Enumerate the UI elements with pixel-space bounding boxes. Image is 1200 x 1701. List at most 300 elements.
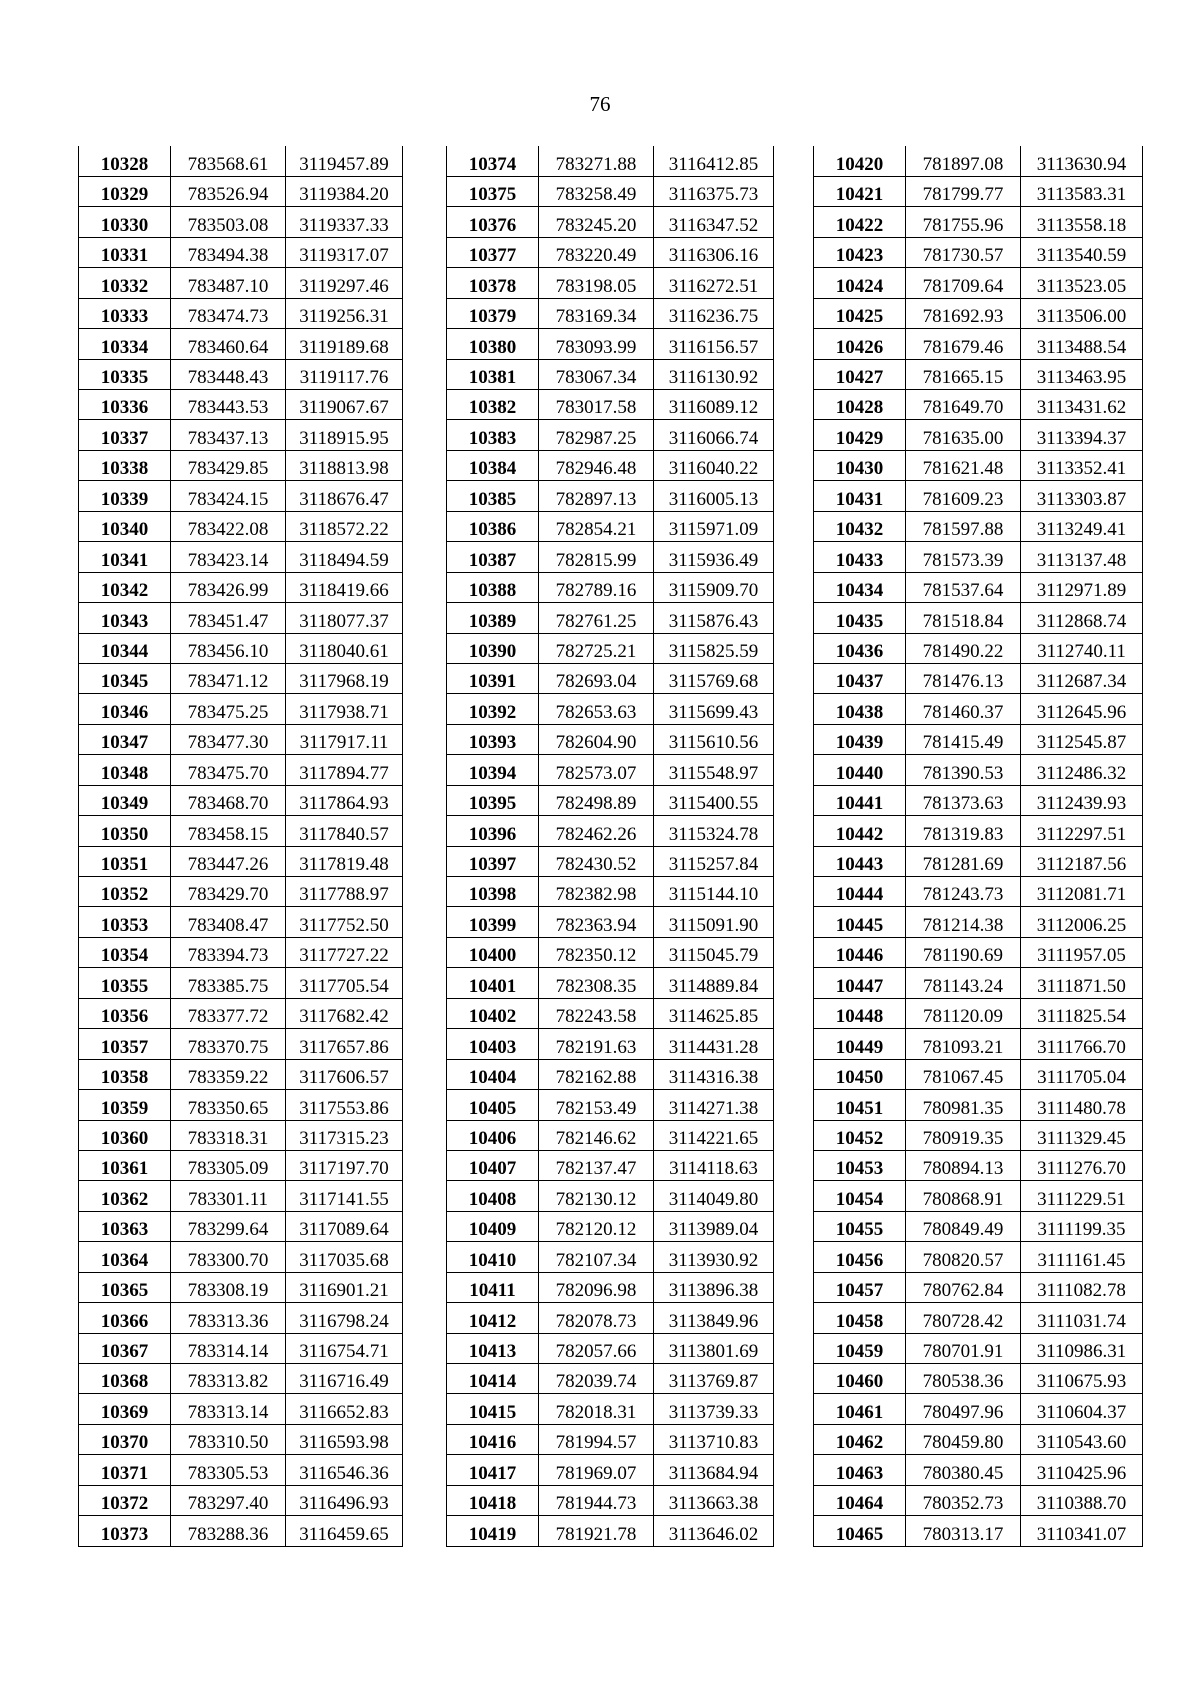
table-row (814, 481, 1143, 511)
table-row (447, 1272, 774, 1302)
x-coordinate-cell: 782078.73 (539, 1303, 654, 1333)
x-coordinate-cell: 782039.74 (539, 1364, 654, 1394)
x-coordinate-cell: 783423.14 (171, 542, 286, 572)
y-coordinate-cell: 3113249.41 (1021, 511, 1143, 541)
point-id-cell: 10364 (79, 1242, 171, 1272)
y-coordinate-cell: 3114889.84 (654, 968, 774, 998)
point-id-cell: 10414 (447, 1364, 539, 1394)
table-row (814, 329, 1143, 359)
point-id-cell: 10459 (814, 1333, 906, 1363)
table-row (447, 1516, 774, 1546)
y-coordinate-cell: 3117657.86 (286, 1029, 403, 1059)
table-row (79, 511, 403, 541)
point-id-cell: 10393 (447, 724, 539, 754)
x-coordinate-cell: 782693.04 (539, 663, 654, 693)
y-coordinate-cell: 3115971.09 (654, 511, 774, 541)
table-row (79, 663, 403, 693)
table-row (814, 1516, 1143, 1546)
point-id-cell: 10371 (79, 1455, 171, 1485)
x-coordinate-cell: 782815.99 (539, 542, 654, 572)
table-row (814, 1364, 1143, 1394)
table-row (814, 1485, 1143, 1515)
x-coordinate-cell: 780919.35 (906, 1120, 1021, 1150)
table-row (814, 1120, 1143, 1150)
y-coordinate-cell: 3111229.51 (1021, 1181, 1143, 1211)
table-row (79, 207, 403, 237)
x-coordinate-cell: 783017.58 (539, 390, 654, 420)
table-row (447, 816, 774, 846)
x-coordinate-cell: 781214.38 (906, 907, 1021, 937)
x-coordinate-cell: 783568.61 (171, 146, 286, 176)
x-coordinate-cell: 782789.16 (539, 572, 654, 602)
point-id-cell: 10389 (447, 603, 539, 633)
table-row (79, 755, 403, 785)
table-row (814, 724, 1143, 754)
point-id-cell: 10332 (79, 268, 171, 298)
x-coordinate-cell: 783271.88 (539, 146, 654, 176)
x-coordinate-cell: 783443.53 (171, 390, 286, 420)
point-id-cell: 10411 (447, 1272, 539, 1302)
y-coordinate-cell: 3119457.89 (286, 146, 403, 176)
point-id-cell: 10455 (814, 1211, 906, 1241)
point-id-cell: 10377 (447, 237, 539, 267)
y-coordinate-cell: 3112868.74 (1021, 603, 1143, 633)
y-coordinate-cell: 3116459.65 (286, 1516, 403, 1546)
point-id-cell: 10329 (79, 176, 171, 206)
table-row (447, 1455, 774, 1485)
point-id-cell: 10438 (814, 694, 906, 724)
point-id-cell: 10383 (447, 420, 539, 450)
point-id-cell: 10403 (447, 1029, 539, 1059)
x-coordinate-cell: 781143.24 (906, 968, 1021, 998)
table-row (79, 1150, 403, 1180)
y-coordinate-cell: 3113394.37 (1021, 420, 1143, 450)
point-id-cell: 10384 (447, 450, 539, 480)
y-coordinate-cell: 3116716.49 (286, 1364, 403, 1394)
point-id-cell: 10363 (79, 1211, 171, 1241)
y-coordinate-cell: 3118915.95 (286, 420, 403, 450)
point-id-cell: 10419 (447, 1516, 539, 1546)
table-row (814, 1029, 1143, 1059)
y-coordinate-cell: 3112971.89 (1021, 572, 1143, 602)
point-id-cell: 10441 (814, 785, 906, 815)
point-id-cell: 10424 (814, 268, 906, 298)
point-id-cell: 10373 (79, 1516, 171, 1546)
y-coordinate-cell: 3111480.78 (1021, 1090, 1143, 1120)
y-coordinate-cell: 3113523.05 (1021, 268, 1143, 298)
point-id-cell: 10351 (79, 846, 171, 876)
x-coordinate-cell: 783318.31 (171, 1120, 286, 1150)
x-coordinate-cell: 781921.78 (539, 1516, 654, 1546)
table-row (814, 146, 1143, 176)
x-coordinate-cell: 782854.21 (539, 511, 654, 541)
point-id-cell: 10399 (447, 907, 539, 937)
y-coordinate-cell: 3117197.70 (286, 1150, 403, 1180)
table-row (447, 1424, 774, 1454)
x-coordinate-cell: 783198.05 (539, 268, 654, 298)
y-coordinate-cell: 3113739.33 (654, 1394, 774, 1424)
table-row (814, 603, 1143, 633)
point-id-cell: 10338 (79, 450, 171, 480)
y-coordinate-cell: 3113896.38 (654, 1272, 774, 1302)
y-coordinate-cell: 3113769.87 (654, 1364, 774, 1394)
y-coordinate-cell: 3119067.67 (286, 390, 403, 420)
y-coordinate-cell: 3118040.61 (286, 633, 403, 663)
table-row (447, 359, 774, 389)
table-row (814, 998, 1143, 1028)
point-id-cell: 10365 (79, 1272, 171, 1302)
point-id-cell: 10404 (447, 1059, 539, 1089)
y-coordinate-cell: 3114049.80 (654, 1181, 774, 1211)
point-id-cell: 10432 (814, 511, 906, 541)
point-id-cell: 10330 (79, 207, 171, 237)
point-id-cell: 10436 (814, 633, 906, 663)
x-coordinate-cell: 783394.73 (171, 937, 286, 967)
x-coordinate-cell: 783526.94 (171, 176, 286, 206)
x-coordinate-cell: 783424.15 (171, 481, 286, 511)
x-coordinate-cell: 780728.42 (906, 1303, 1021, 1333)
point-id-cell: 10374 (447, 146, 539, 176)
table-row (814, 572, 1143, 602)
x-coordinate-cell: 781755.96 (906, 207, 1021, 237)
table-row (447, 1242, 774, 1272)
x-coordinate-cell: 783258.49 (539, 176, 654, 206)
y-coordinate-cell: 3116236.75 (654, 298, 774, 328)
table-row (814, 1424, 1143, 1454)
x-coordinate-cell: 782153.49 (539, 1090, 654, 1120)
point-id-cell: 10421 (814, 176, 906, 206)
point-id-cell: 10350 (79, 816, 171, 846)
y-coordinate-cell: 3114271.38 (654, 1090, 774, 1120)
x-coordinate-cell: 783308.19 (171, 1272, 286, 1302)
x-coordinate-cell: 781190.69 (906, 937, 1021, 967)
y-coordinate-cell: 3113930.92 (654, 1242, 774, 1272)
table-row (79, 1242, 403, 1272)
table-row (79, 633, 403, 663)
point-id-cell: 10400 (447, 937, 539, 967)
x-coordinate-cell: 781093.21 (906, 1029, 1021, 1059)
y-coordinate-cell: 3116754.71 (286, 1333, 403, 1363)
table-row (814, 968, 1143, 998)
point-id-cell: 10454 (814, 1181, 906, 1211)
table-row (814, 298, 1143, 328)
table-row (814, 1303, 1143, 1333)
table-row (79, 329, 403, 359)
x-coordinate-cell: 783220.49 (539, 237, 654, 267)
x-coordinate-cell: 783297.40 (171, 1485, 286, 1515)
x-coordinate-cell: 781415.49 (906, 724, 1021, 754)
x-coordinate-cell: 783313.36 (171, 1303, 286, 1333)
y-coordinate-cell: 3113431.62 (1021, 390, 1143, 420)
x-coordinate-cell: 783468.70 (171, 785, 286, 815)
y-coordinate-cell: 3113989.04 (654, 1211, 774, 1241)
table-row (79, 420, 403, 450)
point-id-cell: 10387 (447, 542, 539, 572)
y-coordinate-cell: 3117788.97 (286, 877, 403, 907)
y-coordinate-cell: 3111825.54 (1021, 998, 1143, 1028)
x-coordinate-cell: 782462.26 (539, 816, 654, 846)
point-id-cell: 10464 (814, 1485, 906, 1515)
x-coordinate-cell: 781490.22 (906, 633, 1021, 663)
table-row (79, 237, 403, 267)
point-id-cell: 10451 (814, 1090, 906, 1120)
table-row (447, 1364, 774, 1394)
point-id-cell: 10336 (79, 390, 171, 420)
y-coordinate-cell: 3115825.59 (654, 633, 774, 663)
point-id-cell: 10333 (79, 298, 171, 328)
table-row (79, 1211, 403, 1241)
table-row (447, 329, 774, 359)
y-coordinate-cell: 3110425.96 (1021, 1455, 1143, 1485)
point-id-cell: 10372 (79, 1485, 171, 1515)
point-id-cell: 10413 (447, 1333, 539, 1363)
x-coordinate-cell: 783305.53 (171, 1455, 286, 1485)
x-coordinate-cell: 783477.30 (171, 724, 286, 754)
point-id-cell: 10334 (79, 329, 171, 359)
point-id-cell: 10439 (814, 724, 906, 754)
point-id-cell: 10409 (447, 1211, 539, 1241)
y-coordinate-cell: 3115699.43 (654, 694, 774, 724)
point-id-cell: 10354 (79, 937, 171, 967)
x-coordinate-cell: 781621.48 (906, 450, 1021, 480)
y-coordinate-cell: 3116546.36 (286, 1455, 403, 1485)
y-coordinate-cell: 3117141.55 (286, 1181, 403, 1211)
point-id-cell: 10422 (814, 207, 906, 237)
y-coordinate-cell: 3118494.59 (286, 542, 403, 572)
x-coordinate-cell: 782146.62 (539, 1120, 654, 1150)
x-coordinate-cell: 782761.25 (539, 603, 654, 633)
y-coordinate-cell: 3112486.32 (1021, 755, 1143, 785)
y-coordinate-cell: 3113801.69 (654, 1333, 774, 1363)
table-row (79, 542, 403, 572)
table-row (79, 1029, 403, 1059)
table-row (79, 1120, 403, 1150)
y-coordinate-cell: 3119384.20 (286, 176, 403, 206)
y-coordinate-cell: 3113488.54 (1021, 329, 1143, 359)
point-id-cell: 10398 (447, 877, 539, 907)
x-coordinate-cell: 782363.94 (539, 907, 654, 937)
x-coordinate-cell: 780981.35 (906, 1090, 1021, 1120)
x-coordinate-cell: 781573.39 (906, 542, 1021, 572)
table-row (79, 1059, 403, 1089)
table-row (447, 633, 774, 663)
y-coordinate-cell: 3119337.33 (286, 207, 403, 237)
point-id-cell: 10407 (447, 1150, 539, 1180)
point-id-cell: 10461 (814, 1394, 906, 1424)
x-coordinate-cell: 783067.34 (539, 359, 654, 389)
y-coordinate-cell: 3110604.37 (1021, 1394, 1143, 1424)
y-coordinate-cell: 3116040.22 (654, 450, 774, 480)
point-id-cell: 10460 (814, 1364, 906, 1394)
table-row (79, 998, 403, 1028)
x-coordinate-cell: 783460.64 (171, 329, 286, 359)
table-row (447, 1485, 774, 1515)
y-coordinate-cell: 3117682.42 (286, 998, 403, 1028)
x-coordinate-cell: 783350.65 (171, 1090, 286, 1120)
table-row (79, 359, 403, 389)
point-id-cell: 10442 (814, 816, 906, 846)
point-id-cell: 10328 (79, 146, 171, 176)
y-coordinate-cell: 3112545.87 (1021, 724, 1143, 754)
y-coordinate-cell: 3113710.83 (654, 1424, 774, 1454)
table-row (79, 1090, 403, 1120)
table-row (79, 1394, 403, 1424)
x-coordinate-cell: 783426.99 (171, 572, 286, 602)
y-coordinate-cell: 3111276.70 (1021, 1150, 1143, 1180)
point-id-cell: 10340 (79, 511, 171, 541)
table-row (79, 146, 403, 176)
x-coordinate-cell: 782987.25 (539, 420, 654, 450)
point-id-cell: 10376 (447, 207, 539, 237)
table-row (814, 1394, 1143, 1424)
x-coordinate-cell: 783451.47 (171, 603, 286, 633)
y-coordinate-cell: 3118419.66 (286, 572, 403, 602)
x-coordinate-cell: 783494.38 (171, 237, 286, 267)
x-coordinate-cell: 783422.08 (171, 511, 286, 541)
table-row (447, 298, 774, 328)
point-id-cell: 10353 (79, 907, 171, 937)
table-row (79, 1424, 403, 1454)
point-id-cell: 10405 (447, 1090, 539, 1120)
table-row (447, 420, 774, 450)
point-id-cell: 10448 (814, 998, 906, 1028)
x-coordinate-cell: 780894.13 (906, 1150, 1021, 1180)
point-id-cell: 10382 (447, 390, 539, 420)
x-coordinate-cell: 782430.52 (539, 846, 654, 876)
y-coordinate-cell: 3117840.57 (286, 816, 403, 846)
x-coordinate-cell: 780538.36 (906, 1364, 1021, 1394)
point-id-cell: 10367 (79, 1333, 171, 1363)
table-row (814, 877, 1143, 907)
table-row (79, 785, 403, 815)
x-coordinate-cell: 783310.50 (171, 1424, 286, 1454)
x-coordinate-cell: 781067.45 (906, 1059, 1021, 1089)
point-id-cell: 10347 (79, 724, 171, 754)
point-id-cell: 10431 (814, 481, 906, 511)
y-coordinate-cell: 3118676.47 (286, 481, 403, 511)
x-coordinate-cell: 781635.00 (906, 420, 1021, 450)
point-id-cell: 10430 (814, 450, 906, 480)
point-id-cell: 10369 (79, 1394, 171, 1424)
table-row (79, 1485, 403, 1515)
y-coordinate-cell: 3115045.79 (654, 937, 774, 967)
x-coordinate-cell: 781319.83 (906, 816, 1021, 846)
x-coordinate-cell: 783408.47 (171, 907, 286, 937)
y-coordinate-cell: 3116272.51 (654, 268, 774, 298)
y-coordinate-cell: 3114431.28 (654, 1029, 774, 1059)
table-row (814, 907, 1143, 937)
point-id-cell: 10434 (814, 572, 906, 602)
point-id-cell: 10342 (79, 572, 171, 602)
y-coordinate-cell: 3113137.48 (1021, 542, 1143, 572)
y-coordinate-cell: 3112740.11 (1021, 633, 1143, 663)
y-coordinate-cell: 3113558.18 (1021, 207, 1143, 237)
table-row (814, 176, 1143, 206)
point-id-cell: 10352 (79, 877, 171, 907)
table-row (447, 572, 774, 602)
y-coordinate-cell: 3115548.97 (654, 755, 774, 785)
y-coordinate-cell: 3117727.22 (286, 937, 403, 967)
table-row (814, 542, 1143, 572)
x-coordinate-cell: 783301.11 (171, 1181, 286, 1211)
y-coordinate-cell: 3119297.46 (286, 268, 403, 298)
x-coordinate-cell: 781537.64 (906, 572, 1021, 602)
y-coordinate-cell: 3115610.56 (654, 724, 774, 754)
table-row (79, 450, 403, 480)
table-row (814, 450, 1143, 480)
x-coordinate-cell: 782057.66 (539, 1333, 654, 1363)
table-row (447, 603, 774, 633)
table-row (814, 237, 1143, 267)
point-id-cell: 10390 (447, 633, 539, 663)
table-row (814, 1211, 1143, 1241)
table-row (447, 998, 774, 1028)
x-coordinate-cell: 783448.43 (171, 359, 286, 389)
point-id-cell: 10408 (447, 1181, 539, 1211)
table-row (814, 663, 1143, 693)
table-row (447, 724, 774, 754)
table-row (447, 1303, 774, 1333)
y-coordinate-cell: 3119317.07 (286, 237, 403, 267)
y-coordinate-cell: 3111957.05 (1021, 937, 1143, 967)
x-coordinate-cell: 783429.70 (171, 877, 286, 907)
y-coordinate-cell: 3111705.04 (1021, 1059, 1143, 1089)
table-row (447, 390, 774, 420)
x-coordinate-cell: 781665.15 (906, 359, 1021, 389)
x-coordinate-cell: 783487.10 (171, 268, 286, 298)
table-row (447, 450, 774, 480)
x-coordinate-cell: 782604.90 (539, 724, 654, 754)
table-row (814, 694, 1143, 724)
x-coordinate-cell: 781994.57 (539, 1424, 654, 1454)
point-id-cell: 10386 (447, 511, 539, 541)
point-id-cell: 10391 (447, 663, 539, 693)
y-coordinate-cell: 3112187.56 (1021, 846, 1143, 876)
point-id-cell: 10428 (814, 390, 906, 420)
x-coordinate-cell: 782120.12 (539, 1211, 654, 1241)
x-coordinate-cell: 783447.26 (171, 846, 286, 876)
point-id-cell: 10345 (79, 663, 171, 693)
x-coordinate-cell: 783245.20 (539, 207, 654, 237)
y-coordinate-cell: 3114221.65 (654, 1120, 774, 1150)
table-row (814, 633, 1143, 663)
y-coordinate-cell: 3116593.98 (286, 1424, 403, 1454)
x-coordinate-cell: 782096.98 (539, 1272, 654, 1302)
point-id-cell: 10427 (814, 359, 906, 389)
x-coordinate-cell: 781243.73 (906, 877, 1021, 907)
y-coordinate-cell: 3113849.96 (654, 1303, 774, 1333)
table-row (79, 1181, 403, 1211)
y-coordinate-cell: 3116798.24 (286, 1303, 403, 1333)
point-id-cell: 10462 (814, 1424, 906, 1454)
y-coordinate-cell: 3118077.37 (286, 603, 403, 633)
x-coordinate-cell: 781969.07 (539, 1455, 654, 1485)
table-row (814, 390, 1143, 420)
point-id-cell: 10440 (814, 755, 906, 785)
y-coordinate-cell: 3110543.60 (1021, 1424, 1143, 1454)
y-coordinate-cell: 3117968.19 (286, 663, 403, 693)
point-id-cell: 10437 (814, 663, 906, 693)
x-coordinate-cell: 781120.09 (906, 998, 1021, 1028)
y-coordinate-cell: 3113303.87 (1021, 481, 1143, 511)
y-coordinate-cell: 3118572.22 (286, 511, 403, 541)
x-coordinate-cell: 783377.72 (171, 998, 286, 1028)
table-row (814, 1150, 1143, 1180)
x-coordinate-cell: 781649.70 (906, 390, 1021, 420)
y-coordinate-cell: 3113663.38 (654, 1485, 774, 1515)
point-id-cell: 10341 (79, 542, 171, 572)
point-id-cell: 10343 (79, 603, 171, 633)
